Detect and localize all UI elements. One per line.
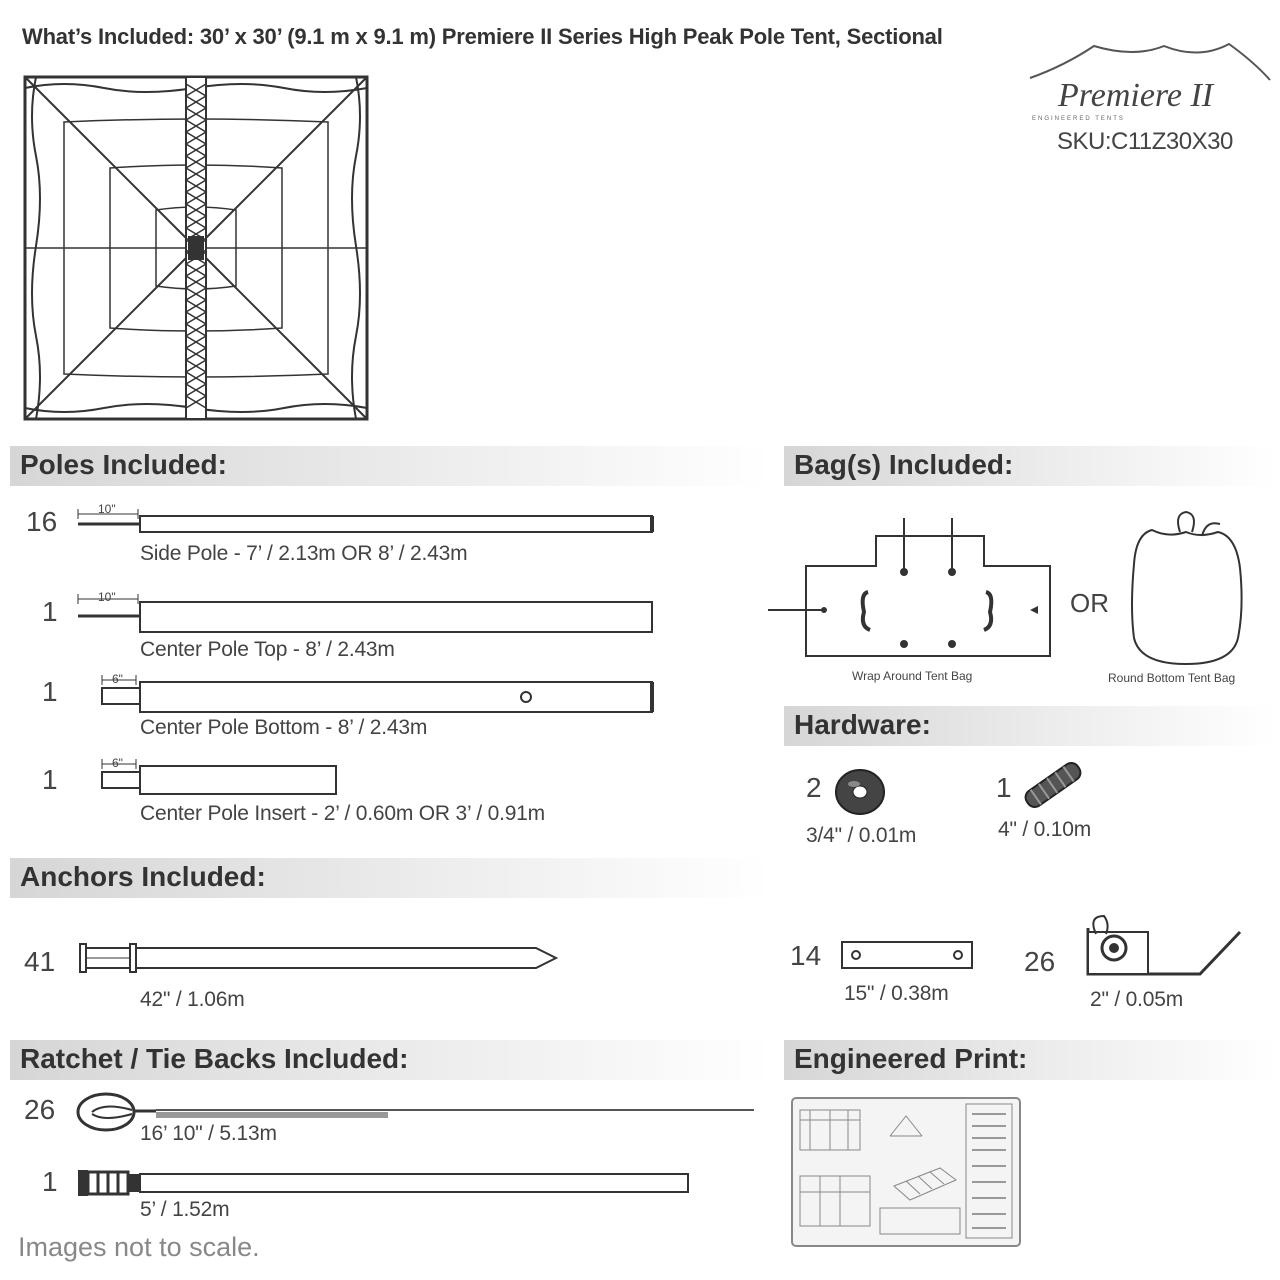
center-pole-insert-qty: 1 [42, 764, 58, 795]
center-pole-bottom-label: Center Pole Bottom - 8’ / 2.43m [140, 716, 428, 739]
stake-qty: 41 [24, 946, 56, 977]
tent-top-view-diagram [24, 76, 370, 427]
tent-diagram-icon [24, 76, 370, 422]
logo-subtext: ENGINEERED TENTS [1032, 116, 1125, 122]
side-pole-qty: 16 [26, 506, 58, 537]
bags-section-heading: Bag(s) Included: [784, 446, 1274, 486]
round-bottom-bag-label: Round Bottom Tent Bag [1108, 671, 1236, 685]
round-bottom-bag-icon [1124, 508, 1250, 668]
bolt-label: 4" / 0.10m [998, 818, 1092, 841]
engineered-print-icon [790, 1096, 1024, 1250]
center-pole-bottom-icon [96, 672, 662, 716]
center-pole-insert-icon [96, 756, 346, 800]
strap-plate-icon [838, 936, 978, 976]
scale-disclaimer: Images not to scale. [18, 1232, 260, 1262]
ratchet-label: 5’ / 1.52m [140, 1198, 230, 1221]
tie-back-label: 16’ 10" / 5.13m [140, 1122, 277, 1145]
strap-plate-label: 15" / 0.38m [844, 982, 949, 1005]
center-pole-top-label: Center Pole Top - 8’ / 2.43m [140, 638, 395, 661]
strap-plate-qty: 14 [790, 940, 822, 971]
logo-text: Premiere II [1058, 77, 1214, 114]
center-pole-insert-label: Center Pole Insert - 2’ / 0.60m OR 3’ / 0.91m [140, 802, 545, 825]
washer-label: 3/4" / 0.01m [806, 824, 917, 847]
side-pole-pin-label: 10" [98, 502, 116, 516]
bracket-icon [1080, 910, 1246, 986]
bracket-qty: 26 [1024, 946, 1056, 977]
side-pole-label: Side Pole - 7’ / 2.13m OR 8’ / 2.43m [140, 542, 468, 565]
stake-label: 42" / 1.06m [140, 988, 245, 1011]
side-pole-icon [72, 500, 662, 540]
anchors-section-heading: Anchors Included: [10, 858, 770, 898]
ratchet-icon [74, 1166, 694, 1200]
bags-or-text: OR [1070, 588, 1109, 618]
center-pole-top-qty: 1 [42, 596, 58, 627]
center-pole-bottom-pin-label: 6" [112, 672, 123, 686]
ratchets-section-heading: Ratchet / Tie Backs Included: [10, 1040, 770, 1080]
bracket-label: 2" / 0.05m [1090, 988, 1184, 1011]
hardware-section-heading: Hardware: [784, 706, 1274, 746]
center-pole-top-icon [72, 588, 662, 636]
washer-qty: 2 [806, 772, 822, 803]
ratchet-qty: 1 [42, 1166, 58, 1197]
center-pole-insert-pin-label: 6" [112, 756, 123, 770]
center-pole-top-pin-label: 10" [98, 590, 116, 604]
stake-icon [76, 938, 562, 978]
wrap-around-bag-label: Wrap Around Tent Bag [852, 669, 973, 683]
page-title: What’s Included: 30’ x 30’ (9.1 m x 9.1 m) Premiere II Series High Peak Pole Tent, Sectional [22, 24, 943, 49]
poles-section-heading: Poles Included: [10, 446, 770, 486]
washer-icon [832, 764, 892, 820]
print-section-heading: Engineered Print: [784, 1040, 1274, 1080]
wrap-around-bag-icon [764, 514, 1056, 664]
tie-back-qty: 26 [24, 1094, 56, 1125]
bolt-icon [1018, 760, 1088, 810]
logo-tent-icon [1024, 38, 1274, 128]
sku-label: SKU:C11Z30X30 [1057, 128, 1233, 155]
bolt-qty: 1 [996, 772, 1012, 803]
center-pole-bottom-qty: 1 [42, 676, 58, 707]
